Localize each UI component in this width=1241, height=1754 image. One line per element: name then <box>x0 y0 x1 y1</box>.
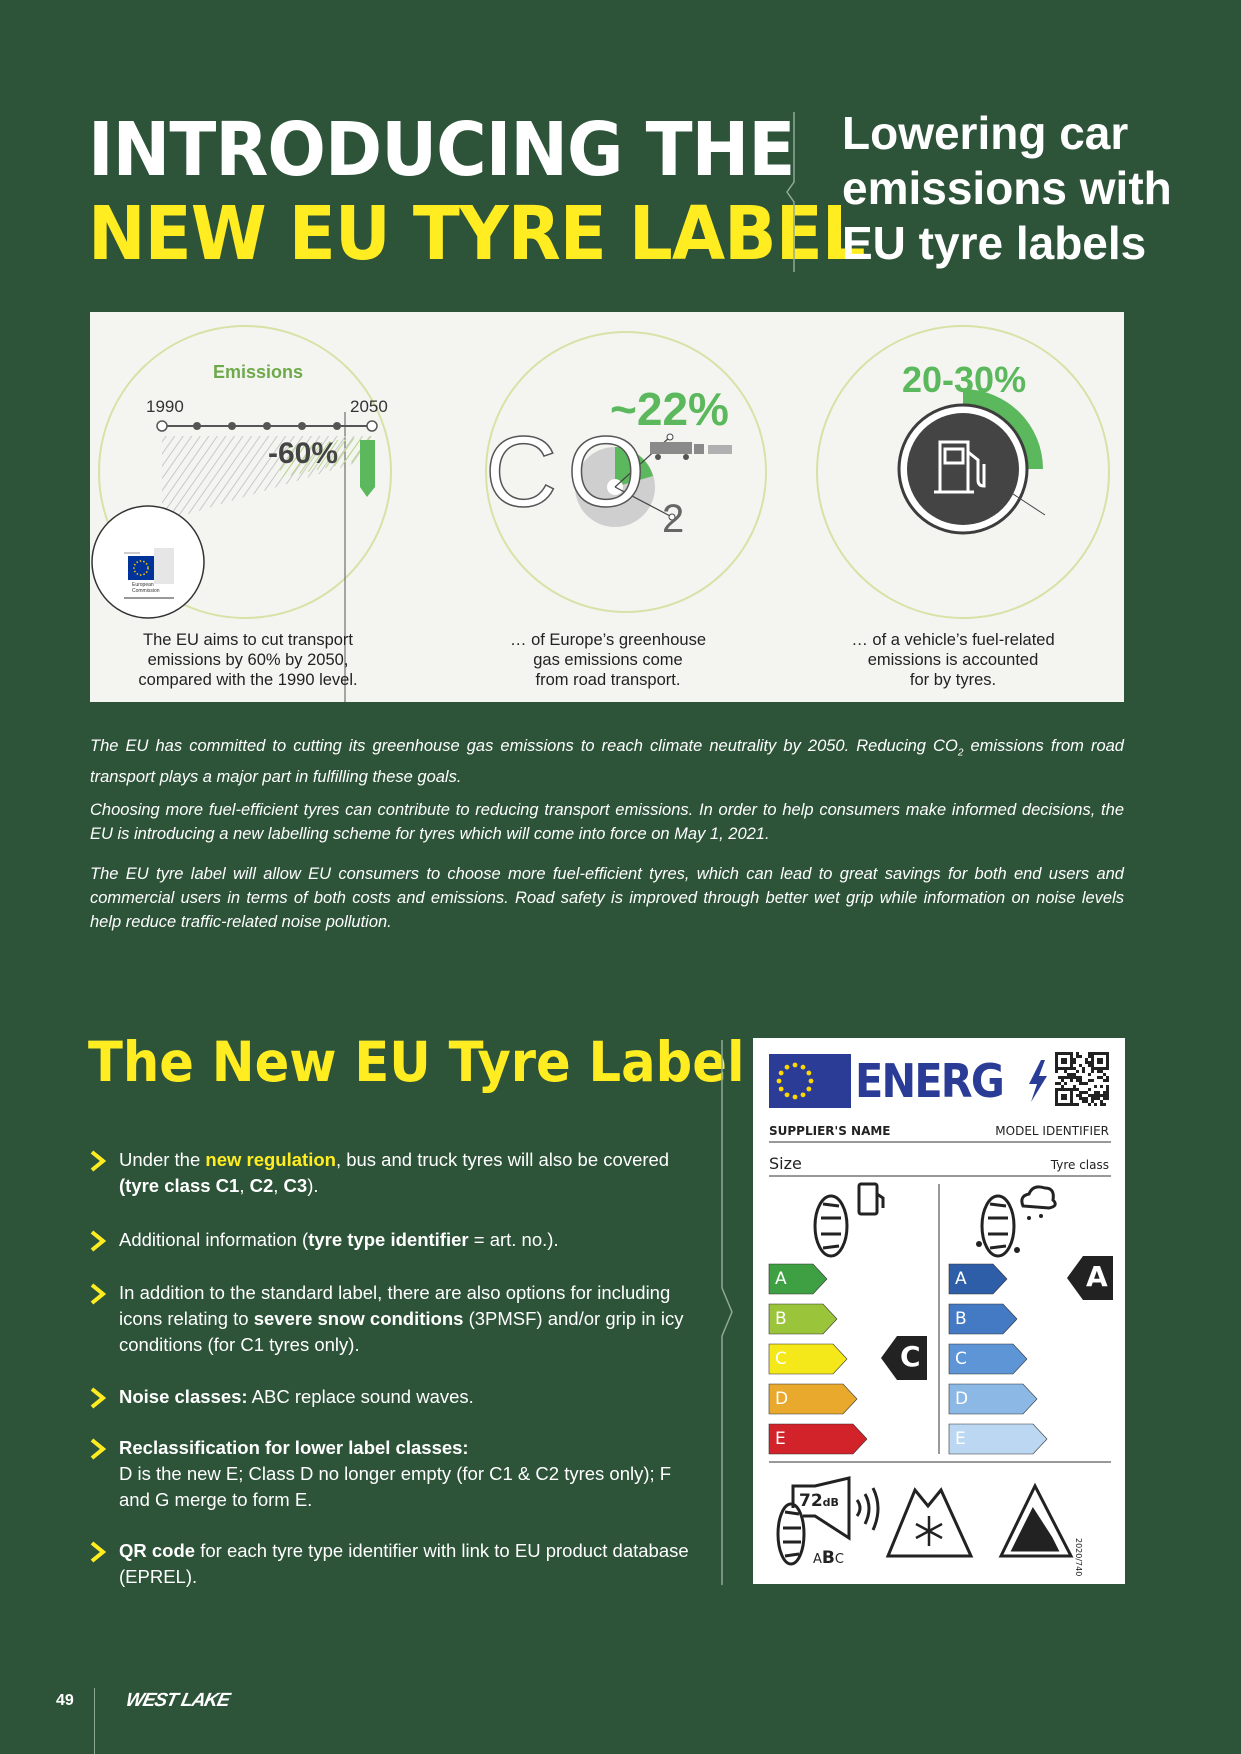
qr-finder-core <box>1061 1058 1067 1064</box>
chevron-right-icon <box>90 1283 106 1305</box>
qr-module <box>1076 1055 1079 1058</box>
snow-mountain-icon <box>888 1490 971 1556</box>
bullet-segment: , bus and truck tyres will also be covered <box>335 1149 670 1170</box>
eu-star <box>801 1092 806 1097</box>
qr-module <box>1064 1082 1067 1085</box>
subtitle-line: Lowering car <box>842 107 1129 159</box>
infographic-panel <box>90 312 1124 702</box>
caption-emissions <box>128 630 368 690</box>
timeline-point <box>298 422 306 430</box>
bullet-segment: In addition to the standard label, there are also options for including icons relating to <box>119 1282 671 1329</box>
qr-module <box>1082 1070 1085 1073</box>
caption-line: The EU aims to cut transport <box>143 631 353 649</box>
eu-star <box>793 1095 798 1100</box>
emissions-title: Emissions <box>213 362 304 382</box>
qr-module <box>1076 1070 1079 1073</box>
bullet-segment: ABC replace sound waves. <box>247 1386 474 1407</box>
qr-module <box>1100 1094 1103 1097</box>
qr-module <box>1103 1073 1106 1076</box>
qr-module <box>1106 1079 1109 1082</box>
qr-module <box>1088 1079 1091 1082</box>
intro-paragraph-2: Choosing more fuel-efficient tyres can contribute to reducing transport emissions. In order to help consumers make informed decisions, the EU is introducing a new labelling scheme for tyres which will come into force on May 1, 2021. <box>90 801 1124 843</box>
qr-module <box>1097 1097 1100 1100</box>
eu-star <box>806 1071 811 1076</box>
qr-module <box>1076 1052 1079 1055</box>
wet-grip-class-letter: D <box>955 1389 969 1409</box>
qr-module <box>1070 1079 1073 1082</box>
timeline-point-start <box>157 421 167 431</box>
caption-tyres <box>833 630 1073 690</box>
qr-module <box>1082 1091 1085 1094</box>
bullet-item <box>90 1227 694 1253</box>
regulation-number: 2020/740 <box>1074 1538 1083 1577</box>
qr-module <box>1085 1061 1088 1064</box>
wet-grip-tyre-icon <box>982 1187 1055 1256</box>
co2-subscript: 2 <box>957 747 964 759</box>
tyre-share-value: 20-30% <box>902 359 1027 400</box>
eu-star <box>806 1087 811 1092</box>
bullet-text <box>119 1227 694 1253</box>
qr-module <box>1097 1091 1100 1094</box>
qr-module <box>1103 1097 1106 1100</box>
qr-module <box>1055 1070 1058 1073</box>
qr-module <box>1073 1073 1076 1076</box>
header-divider <box>784 112 800 272</box>
brand-logo: WEST LAKE <box>123 1690 232 1711</box>
paragraph-text: The EU has committed to cutting its greenhouse gas emissions to reach climate neutrality by 2050. Reducing CO <box>90 737 958 755</box>
qr-module <box>1106 1085 1109 1088</box>
fuel-class-letter: E <box>775 1429 786 1449</box>
year-start: 1990 <box>146 397 184 416</box>
tyre-label <box>753 1038 1125 1584</box>
fuel-class-letter: C <box>775 1349 787 1369</box>
qr-module <box>1082 1067 1085 1070</box>
caption-line: emissions by 60% by 2050, <box>147 651 349 669</box>
eu-star <box>801 1065 806 1070</box>
qr-module <box>1079 1064 1082 1067</box>
qr-module <box>1073 1103 1076 1106</box>
timeline-point-end <box>367 421 377 431</box>
bullet-segment: C2 <box>249 1175 274 1196</box>
title-line-2: NEW EU TYRE LABEL <box>88 191 865 277</box>
chevron-right-icon <box>90 1438 106 1460</box>
wet-grip-class-letter: B <box>955 1309 967 1329</box>
paragraph-text: emissions from road transport plays a major part in fulfilling these goals. <box>90 737 1124 787</box>
qr-module <box>1082 1082 1085 1085</box>
qr-module <box>1085 1082 1088 1085</box>
bullet-text <box>119 1538 694 1590</box>
caption-co2 <box>488 630 728 690</box>
qr-module <box>1100 1103 1103 1106</box>
tyre-class: Tyre class <box>1050 1158 1109 1172</box>
intro-paragraph-1 <box>90 734 1124 789</box>
qr-module <box>1091 1100 1094 1103</box>
qr-module <box>1076 1094 1079 1097</box>
bullet-segment: Reclassification for lower label classes: <box>119 1437 469 1458</box>
qr-module <box>1100 1100 1103 1103</box>
co2-subscript: 2 <box>662 497 685 541</box>
section-title: The New EU Tyre Label <box>88 1030 745 1094</box>
energy-title: ENERG <box>855 1054 1004 1108</box>
qr-module <box>1097 1070 1100 1073</box>
bullet-segment: tyre type identifier <box>308 1229 469 1250</box>
qr-module <box>1088 1094 1091 1097</box>
qr-module <box>1100 1070 1103 1073</box>
qr-module <box>1097 1094 1100 1097</box>
fuel-tyre-icon <box>815 1184 883 1256</box>
qr-module <box>1070 1076 1073 1079</box>
qr-module <box>1055 1082 1058 1085</box>
ec-logo-text: European Commission <box>132 582 160 594</box>
bullet-item <box>90 1435 694 1513</box>
bullet-segment: (3PMSF) and/or grip in icy conditions (for C1 tyres only). <box>119 1308 684 1355</box>
qr-module <box>1103 1094 1106 1097</box>
qr-module <box>1103 1079 1106 1082</box>
caption-line: compared with the 1990 level. <box>138 671 358 689</box>
chevron-right-icon <box>90 1150 106 1172</box>
qr-module <box>1106 1097 1109 1100</box>
qr-module <box>1094 1094 1097 1097</box>
qr-module <box>1091 1079 1094 1082</box>
qr-module <box>1091 1097 1094 1100</box>
qr-finder-core <box>1097 1058 1103 1064</box>
qr-module <box>1079 1082 1082 1085</box>
qr-module <box>1100 1076 1103 1079</box>
qr-module <box>1073 1085 1076 1088</box>
fuel-class-letter: A <box>775 1269 787 1289</box>
bullet-item <box>90 1147 694 1199</box>
page-number: 49 <box>56 1692 74 1709</box>
wet-grip-class-letter: E <box>955 1429 966 1449</box>
eu-star <box>779 1087 784 1092</box>
chevron-right-icon <box>90 1230 106 1252</box>
qr-module <box>1094 1103 1097 1106</box>
qr-module <box>1073 1076 1076 1079</box>
qr-module <box>1088 1088 1091 1091</box>
qr-module <box>1088 1103 1091 1106</box>
footer-divider <box>94 1688 95 1754</box>
qr-module <box>1085 1100 1088 1103</box>
eu-star <box>793 1063 798 1068</box>
section-divider <box>714 1040 738 1585</box>
timeline-point <box>228 422 236 430</box>
qr-module <box>1058 1076 1061 1079</box>
eu-star <box>785 1065 790 1070</box>
qr-module <box>1070 1073 1073 1076</box>
bullet-text <box>119 1384 694 1410</box>
qr-module <box>1073 1067 1076 1070</box>
bullet-item <box>90 1280 694 1358</box>
qr-module <box>1076 1079 1079 1082</box>
lightning-icon <box>1029 1060 1047 1102</box>
ice-grip-icon <box>1001 1486 1071 1556</box>
qr-module <box>1100 1085 1103 1088</box>
subtitle-line: EU tyre labels <box>842 217 1147 269</box>
fuel-disc <box>907 413 1019 525</box>
caption-line: from road transport. <box>535 671 681 689</box>
reduction-arrow <box>360 440 375 497</box>
truck-icon <box>650 442 732 460</box>
co2-share-value: ~22% <box>610 383 729 435</box>
qr-module <box>1067 1076 1070 1079</box>
qr-module <box>1106 1091 1109 1094</box>
bullet-segment: QR code <box>119 1540 196 1561</box>
noise-class: B <box>821 1548 835 1568</box>
caption-line: for by tyres. <box>909 671 997 689</box>
timeline-point <box>263 422 271 430</box>
subtitle-line: emissions with <box>842 162 1172 214</box>
co2-letters: CO <box>485 416 655 528</box>
bullet-item <box>90 1384 694 1410</box>
eu-star <box>777 1079 782 1084</box>
eu-star <box>785 1092 790 1097</box>
qr-module <box>1073 1058 1076 1061</box>
bullet-segment: Additional information ( <box>119 1229 309 1250</box>
timeline-point <box>193 422 201 430</box>
qr-module <box>1088 1052 1091 1055</box>
caption-line: … of a vehicle’s fuel-related <box>851 631 1055 649</box>
wet-grip-class-letter: C <box>955 1349 967 1369</box>
qr-module <box>1106 1094 1109 1097</box>
qr-module <box>1091 1094 1094 1097</box>
qr-module <box>1103 1091 1106 1094</box>
bullet-segment: , <box>273 1175 284 1196</box>
qr-module <box>1076 1076 1079 1079</box>
timeline-point <box>333 422 341 430</box>
bullet-segment: D is the new E; Class D no longer empty (for C1 & C2 tyres only); F and G merge to form E. <box>119 1463 672 1510</box>
qr-module <box>1094 1091 1097 1094</box>
reduction-value: -60% <box>268 437 339 470</box>
qr-module <box>1088 1073 1091 1076</box>
qr-module <box>1079 1076 1082 1079</box>
wet-grip-class-letter: A <box>955 1269 967 1289</box>
title-line-1: INTRODUCING THE <box>88 107 795 193</box>
wet-grip-rating-letter: A <box>1086 1260 1108 1293</box>
bullet-segment: (tyre class C1 <box>119 1175 240 1196</box>
bullet-segment: ). <box>307 1175 319 1196</box>
noise-db-value <box>799 1491 839 1511</box>
noise-class: C <box>834 1552 844 1567</box>
bullet-segment: severe snow conditions <box>253 1308 464 1329</box>
qr-module <box>1082 1100 1085 1103</box>
model-identifier: MODEL IDENTIFIER <box>995 1124 1109 1138</box>
chevron-right-icon <box>90 1541 106 1563</box>
qr-module <box>1058 1082 1061 1085</box>
noise-classes <box>813 1548 844 1568</box>
qr-module <box>1073 1061 1076 1064</box>
bullet-segment: = art. no.). <box>468 1229 559 1250</box>
bullet-segment: for each tyre type identifier with link to EU product database (EPREL). <box>119 1540 689 1587</box>
fuel-class-letter: D <box>775 1389 789 1409</box>
qr-module <box>1076 1088 1079 1091</box>
qr-module <box>1094 1085 1097 1088</box>
eu-star <box>809 1079 814 1084</box>
eu-star <box>779 1071 784 1076</box>
bullet-text <box>119 1435 694 1513</box>
qr-module <box>1106 1076 1109 1079</box>
noise-class: A <box>813 1552 822 1567</box>
tyre-size: Size <box>769 1154 802 1173</box>
chevron-right-icon <box>90 1387 106 1409</box>
qr-module <box>1061 1076 1064 1079</box>
intro-paragraph-3: The EU tyre label will allow EU consumers to choose more fuel-efficient tyres, which can lead to great savings for both end users and commercial users in terms of both costs and emissions. Road safety is improved through better wet grip while information on noise levels help reduce traffic-related noise pollution. <box>90 865 1124 931</box>
caption-line: emissions is accounted <box>867 651 1039 669</box>
qr-module <box>1082 1097 1085 1100</box>
caption-line: … of Europe’s greenhouse <box>510 631 706 649</box>
bullet-text <box>119 1147 694 1199</box>
fuel-class-letter: B <box>775 1309 787 1329</box>
bullet-segment: new regulation <box>205 1149 336 1170</box>
qr-module <box>1079 1079 1082 1082</box>
bullet-segment: C3 <box>283 1175 308 1196</box>
qr-module <box>1079 1094 1082 1097</box>
supplier-name: SUPPLIER'S NAME <box>769 1124 891 1138</box>
qr-code-icon[interactable] <box>1055 1052 1109 1106</box>
bullet-segment: Under the <box>119 1149 206 1170</box>
qr-module <box>1085 1058 1088 1061</box>
bullet-segment: Noise classes: <box>119 1386 248 1407</box>
qr-module <box>1091 1070 1094 1073</box>
noise-db-unit: dB <box>822 1496 839 1509</box>
caption-line: gas emissions come <box>533 651 683 669</box>
qr-module <box>1073 1088 1076 1091</box>
qr-module <box>1079 1055 1082 1058</box>
subtitle <box>842 106 1172 271</box>
qr-module <box>1103 1103 1106 1106</box>
bullet-text <box>119 1280 694 1358</box>
qr-finder-core <box>1061 1094 1067 1100</box>
qr-module <box>1064 1070 1067 1073</box>
qr-module <box>1097 1076 1100 1079</box>
bullet-item <box>90 1538 694 1590</box>
qr-module <box>1076 1103 1079 1106</box>
qr-module <box>1106 1088 1109 1091</box>
qr-module <box>1079 1091 1082 1094</box>
qr-module <box>1067 1073 1070 1076</box>
qr-module <box>1061 1085 1064 1088</box>
bullet-segment: , <box>239 1175 250 1196</box>
qr-module <box>1088 1055 1091 1058</box>
qr-module <box>1088 1064 1091 1067</box>
qr-module <box>1088 1061 1091 1064</box>
qr-module <box>1079 1097 1082 1100</box>
noise-db-number: 72 <box>799 1491 823 1511</box>
fuel-rating-letter: C <box>900 1340 921 1373</box>
qr-module <box>1085 1097 1088 1100</box>
qr-module <box>1085 1091 1088 1094</box>
qr-module <box>1064 1076 1067 1079</box>
qr-module <box>1061 1079 1064 1082</box>
year-end: 2050 <box>350 397 388 416</box>
qr-module <box>1094 1097 1097 1100</box>
